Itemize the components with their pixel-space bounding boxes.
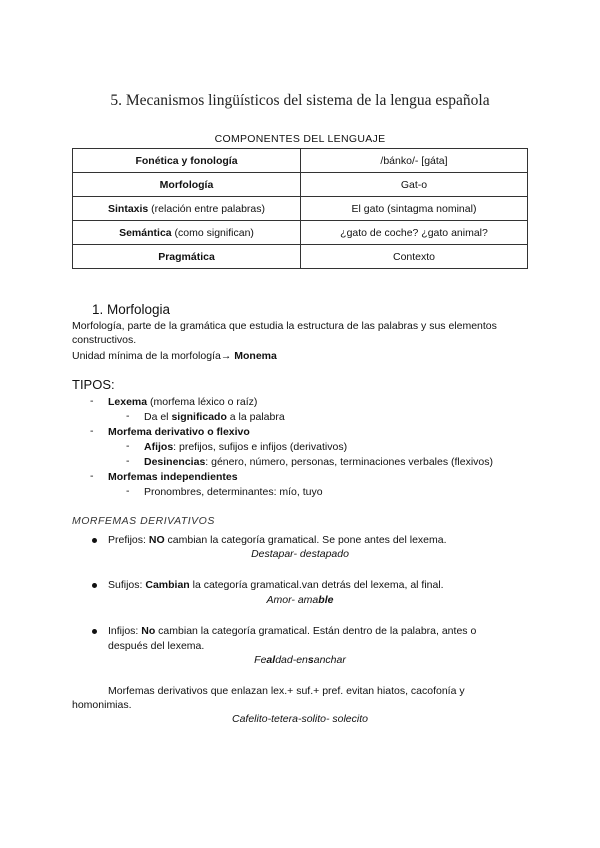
section-heading-morfologia: 1. Morfologia — [92, 302, 171, 317]
detail-text: : prefijos, sufijos e infijos (derivativos) — [173, 441, 348, 453]
table-cell-component — [73, 221, 301, 245]
detail-text: : género, número, personas, terminaciones verbales (flexivos) — [205, 456, 494, 468]
dash-bullet: - — [126, 455, 130, 467]
component-name: Pragmática — [158, 250, 215, 263]
table-cell-example: Gat-o — [301, 173, 528, 197]
note-line1: Morfemas derivativos que enlazan lex.+ suf.+ pref. evitan hiatos, cacofonía y — [108, 685, 465, 697]
detail-text: a la palabra — [226, 411, 285, 423]
component-name: Sintaxis — [107, 202, 149, 215]
item-text: la categoría gramatical.van detrás del lexema, al final. — [189, 579, 444, 591]
prefijos-item — [108, 533, 447, 547]
example-bold: ble — [318, 594, 334, 606]
dash-bullet: - — [90, 395, 94, 407]
component-note: (como significan) — [171, 226, 254, 239]
page-title: 5. Mecanismos lingüísticos del sistema de la lengua española — [110, 92, 490, 109]
table-row — [73, 173, 528, 197]
infijos-item — [108, 624, 476, 638]
sufijos-item — [108, 578, 444, 592]
component-name: Fonética y fonología — [135, 154, 238, 167]
table-cell-component — [73, 173, 301, 197]
tipo-desinencias — [144, 455, 493, 469]
morfologia-unit — [72, 349, 277, 363]
item-label: Prefijos: — [108, 534, 149, 546]
tipo-afijos — [144, 440, 347, 454]
dash-bullet: - — [90, 470, 94, 482]
bullet-dot — [92, 583, 97, 588]
bullet-dot — [92, 538, 97, 543]
component-name: Semántica — [119, 226, 172, 239]
table-cell-component — [73, 245, 301, 269]
item-text: cambian la categoría gramatical. Están dentro de la palabra, antes o — [155, 625, 477, 637]
example-bold: al — [266, 654, 276, 666]
tipo-lexema — [108, 395, 257, 409]
table-cell-example: ¿gato de coche? ¿gato animal? — [301, 221, 528, 245]
table-row — [73, 245, 528, 269]
item-label: Infijos: — [108, 625, 142, 637]
table-caption: COMPONENTES DEL LENGUAJE — [214, 133, 386, 145]
component-note: (relación entre palabras) — [148, 202, 265, 215]
tipo-label: Lexema — [108, 396, 148, 408]
table-cell-example: Contexto — [301, 245, 528, 269]
tipo-lexema-detail — [144, 410, 285, 424]
unit-text: Unidad mínima de la morfología→ — [72, 350, 235, 362]
dash-bullet: - — [126, 410, 130, 422]
example-bold: s — [307, 654, 314, 666]
detail-bold: significado — [171, 411, 227, 423]
item-bold: Cambian — [145, 579, 190, 591]
example-text: dad-en — [275, 654, 308, 666]
detail-text: Da el — [144, 411, 172, 423]
detail-bold: Desinencias — [144, 456, 206, 468]
dash-bullet: - — [90, 425, 94, 437]
tipo-description: (morfema léxico o raíz) — [147, 396, 258, 408]
tipos-heading: TIPOS: — [72, 377, 115, 392]
example-text: Amor- ama — [266, 594, 319, 606]
table-row — [73, 149, 528, 173]
table-cell-example: El gato (sintagma nominal) — [301, 197, 528, 221]
item-bold: NO — [148, 534, 165, 546]
morfologia-definition: Morfología, parte de la gramática que estudia la estructura de las palabras y sus elementos constructivos. — [72, 320, 497, 346]
note-line2: homonimias. — [72, 699, 132, 711]
example-text: Fe — [254, 654, 267, 666]
table-cell-component — [73, 197, 301, 221]
item-bold: No — [141, 625, 156, 637]
infijos-item-line2: después del lexema. — [108, 640, 205, 652]
tipo-independientes-detail: Pronombres, determinantes: mío, tuyo — [144, 486, 323, 498]
bullet-dot — [92, 629, 97, 634]
note-example: Cafelito-tetera-solito- solecito — [232, 713, 368, 725]
dash-bullet: - — [126, 485, 130, 497]
table-cell-component — [73, 149, 301, 173]
unit-bold: Monema — [234, 350, 277, 362]
tipo-independientes: Morfemas independientes — [108, 471, 238, 483]
table-cell-example: /bánko/- [gáta] — [301, 149, 528, 173]
example-text: anchar — [313, 654, 346, 666]
infijos-example — [72, 654, 528, 666]
item-label: Sufijos: — [108, 579, 146, 591]
tipo-derivativo: Morfema derivativo o flexivo — [108, 426, 250, 438]
table-row — [73, 221, 528, 245]
dash-bullet: - — [126, 440, 130, 452]
components-table — [72, 148, 528, 269]
table-row — [73, 197, 528, 221]
detail-bold: Afijos — [144, 441, 174, 453]
component-name: Morfología — [159, 178, 214, 191]
prefijos-example: Destapar- destapado — [251, 548, 349, 560]
item-text: cambian la categoría gramatical. Se pone antes del lexema. — [164, 534, 447, 546]
derivativos-heading: MORFEMAS DERIVATIVOS — [72, 515, 215, 527]
sufijos-example — [72, 594, 528, 606]
